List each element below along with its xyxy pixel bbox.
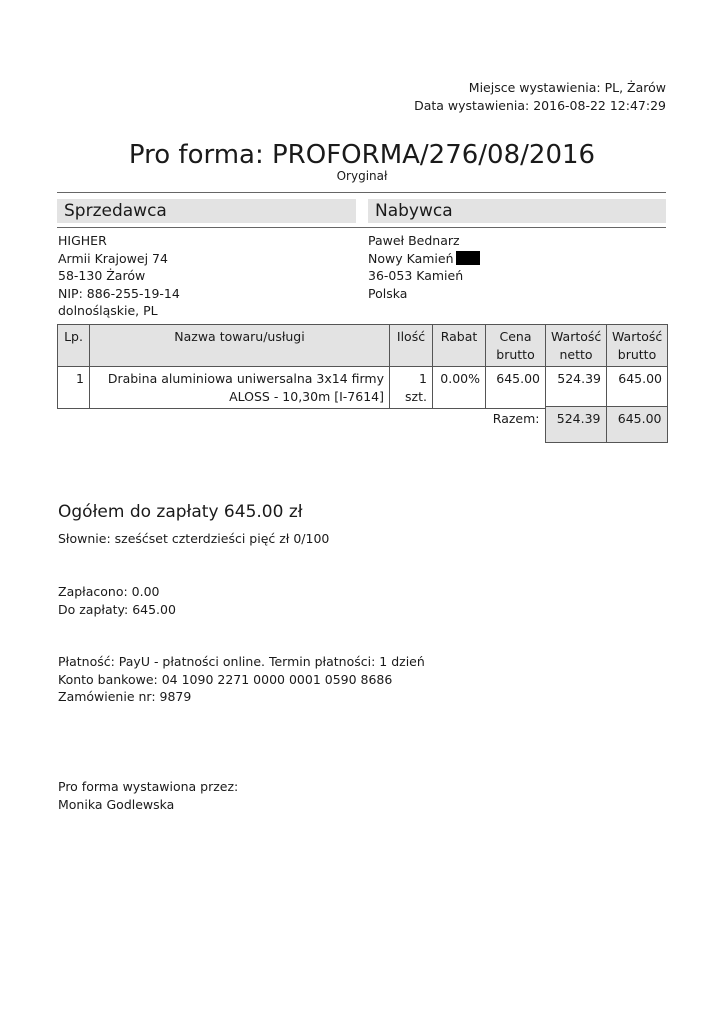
buyer-name: Paweł Bednarz (368, 233, 460, 248)
seller-name: HIGHER (58, 233, 107, 248)
issuer-label: Pro forma wystawiona przez: (58, 779, 239, 794)
totals-row (57, 407, 667, 443)
payment-method: Płatność: PayU - płatności online. Termin płatności: 1 dzień (58, 654, 425, 669)
amount-in-words: Słownie: sześćset czterdzieści pięć zł 0/100 (58, 531, 330, 546)
totals-net: 524.39 (545, 407, 606, 443)
table-header-row (58, 325, 668, 367)
redaction-box (456, 251, 480, 265)
grand-total: Ogółem do zapłaty 645.00 zł (58, 502, 303, 522)
cell-gross-value: 645.00 (607, 367, 668, 409)
cell-name: Drabina aluminiowa uniwersalna 3x14 firmy ALOSS - 10,30m [I-7614] (90, 367, 390, 409)
bank-account: Konto bankowe: 04 1090 2271 0000 0001 0590 8686 (58, 671, 393, 687)
buyer-country: Polska (368, 285, 408, 301)
totals-table (57, 406, 668, 443)
cell-price-gross: 645.00 (486, 367, 546, 409)
buyer-city: 36-053 Kamień (368, 268, 464, 283)
col-header-qty: Ilość (390, 325, 433, 367)
col-header-name: Nazwa towaru/usługi (90, 325, 390, 367)
amount-due: Do zapłaty: 645.00 (58, 601, 176, 617)
buyer-street-line (368, 250, 480, 268)
divider-parties (57, 227, 666, 228)
payment-info (58, 653, 425, 706)
document-subtitle: Oryginał (336, 169, 388, 183)
seller-city: 58-130 Żarów (58, 268, 146, 283)
cell-discount: 0.00% (433, 367, 486, 409)
items-table (57, 324, 668, 409)
cell-net-value: 524.39 (546, 367, 607, 409)
seller-details (58, 232, 180, 320)
amount-paid: Zapłacono: 0.00 (58, 584, 160, 599)
totals-label: Razem: (492, 410, 540, 426)
col-header-discount: Rabat (433, 325, 486, 367)
issue-place: Miejsce wystawienia: PL, Żarów (468, 80, 666, 95)
issuer-info (58, 778, 238, 813)
col-header-gross-value: Wartość brutto (607, 325, 668, 367)
divider-top (57, 192, 666, 193)
col-header-price-gross: Cena brutto (486, 325, 546, 367)
table-row (58, 367, 668, 409)
buyer-street: Nowy Kamień (368, 250, 454, 266)
document-title: Pro forma: PROFORMA/276/08/2016 (128, 140, 596, 170)
buyer-heading: Nabywca (368, 199, 666, 223)
seller-nip: NIP: 886-255-19-14 (58, 285, 180, 301)
buyer-details (368, 232, 480, 302)
cell-lp: 1 (58, 367, 90, 409)
order-number: Zamówienie nr: 9879 (58, 689, 192, 704)
issue-date: Data wystawienia: 2016-08-22 12:47:29 (414, 97, 666, 113)
seller-heading: Sprzedawca (57, 199, 356, 223)
seller-street: Armii Krajowej 74 (58, 250, 168, 266)
payment-status (58, 583, 176, 618)
issuer-name: Monika Godlewska (58, 796, 175, 812)
issue-meta (414, 79, 666, 114)
cell-qty: 1 szt. (390, 367, 433, 409)
totals-gross: 645.00 (606, 407, 667, 443)
col-header-net-value: Wartość netto (546, 325, 607, 367)
seller-region: dolnośląskie, PL (58, 303, 158, 318)
col-header-lp: Lp. (58, 325, 90, 367)
